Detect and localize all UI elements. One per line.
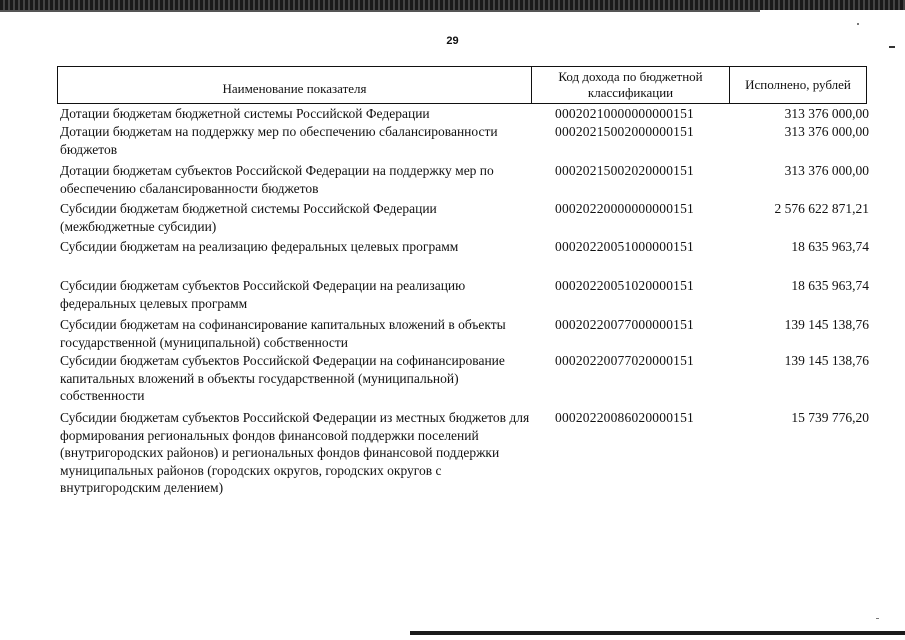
header-amount: Исполнено, рублей <box>745 77 851 92</box>
row-code: 00020220051000000151 <box>555 239 694 254</box>
row-name: Субсидии бюджетам субъектов Российской Федерации на реализацию федеральных целевых программ <box>60 278 466 311</box>
row-name: Субсидии бюджетам на реализацию федеральных целевых программ <box>60 239 459 254</box>
row-name: Дотации бюджетам на поддержку мер по обеспечению сбалансированности бюджетов <box>60 124 498 157</box>
row-amount: 2 576 622 871,21 <box>774 201 869 216</box>
row-amount: 18 635 963,74 <box>791 278 869 293</box>
row-code: 00020220000000000151 <box>555 201 694 216</box>
row-code: 00020215002000000151 <box>555 124 694 139</box>
row-code: 00020220077000000151 <box>555 317 694 332</box>
row-amount: 139 145 138,76 <box>784 353 869 368</box>
page-number: 29 <box>446 35 459 47</box>
row-name: Дотации бюджетам субъектов Российской Федерации на поддержку мер по обеспечению сбалансированности бюджетов <box>60 163 494 196</box>
row-code: 00020210000000000151 <box>555 106 694 121</box>
row-amount: 313 376 000,00 <box>784 106 869 121</box>
row-name: Субсидии бюджетам на софинансирование капитальных вложений в объекты государственной (муниципальной) собственности <box>60 317 506 350</box>
row-name: Субсидии бюджетам бюджетной системы Российской Федерации (межбюджетные субсидии) <box>60 201 437 234</box>
row-amount: 313 376 000,00 <box>784 163 869 178</box>
row-code: 00020220086020000151 <box>555 410 694 425</box>
row-amount: 18 635 963,74 <box>791 239 869 254</box>
row-name: Субсидии бюджетам субъектов Российской Федерации из местных бюджетов для формирования региональных фондов финансовой поддержки поселений (внутригородских районов) и региональных фондов финансовой поддержки муниципальных районов (городских округов, городских округов с внутригородским делением) <box>60 410 530 495</box>
row-amount: 15 739 776,20 <box>791 410 869 425</box>
row-name: Субсидии бюджетам субъектов Российской Федерации на софинансирование капитальных вложений в объекты государственной (муниципальной) собственности <box>60 353 505 403</box>
row-amount: 139 145 138,76 <box>784 317 869 332</box>
header-name: Наименование показателя <box>58 67 532 103</box>
row-name: Дотации бюджетам бюджетной системы Российской Федерации <box>60 106 430 121</box>
row-code: 00020220051020000151 <box>555 278 694 293</box>
row-code: 00020215002020000151 <box>555 163 694 178</box>
header-code: Код дохода по бюджетной классификации <box>532 67 730 103</box>
row-code: 00020220077020000151 <box>555 353 694 368</box>
row-amount: 313 376 000,00 <box>784 124 869 139</box>
